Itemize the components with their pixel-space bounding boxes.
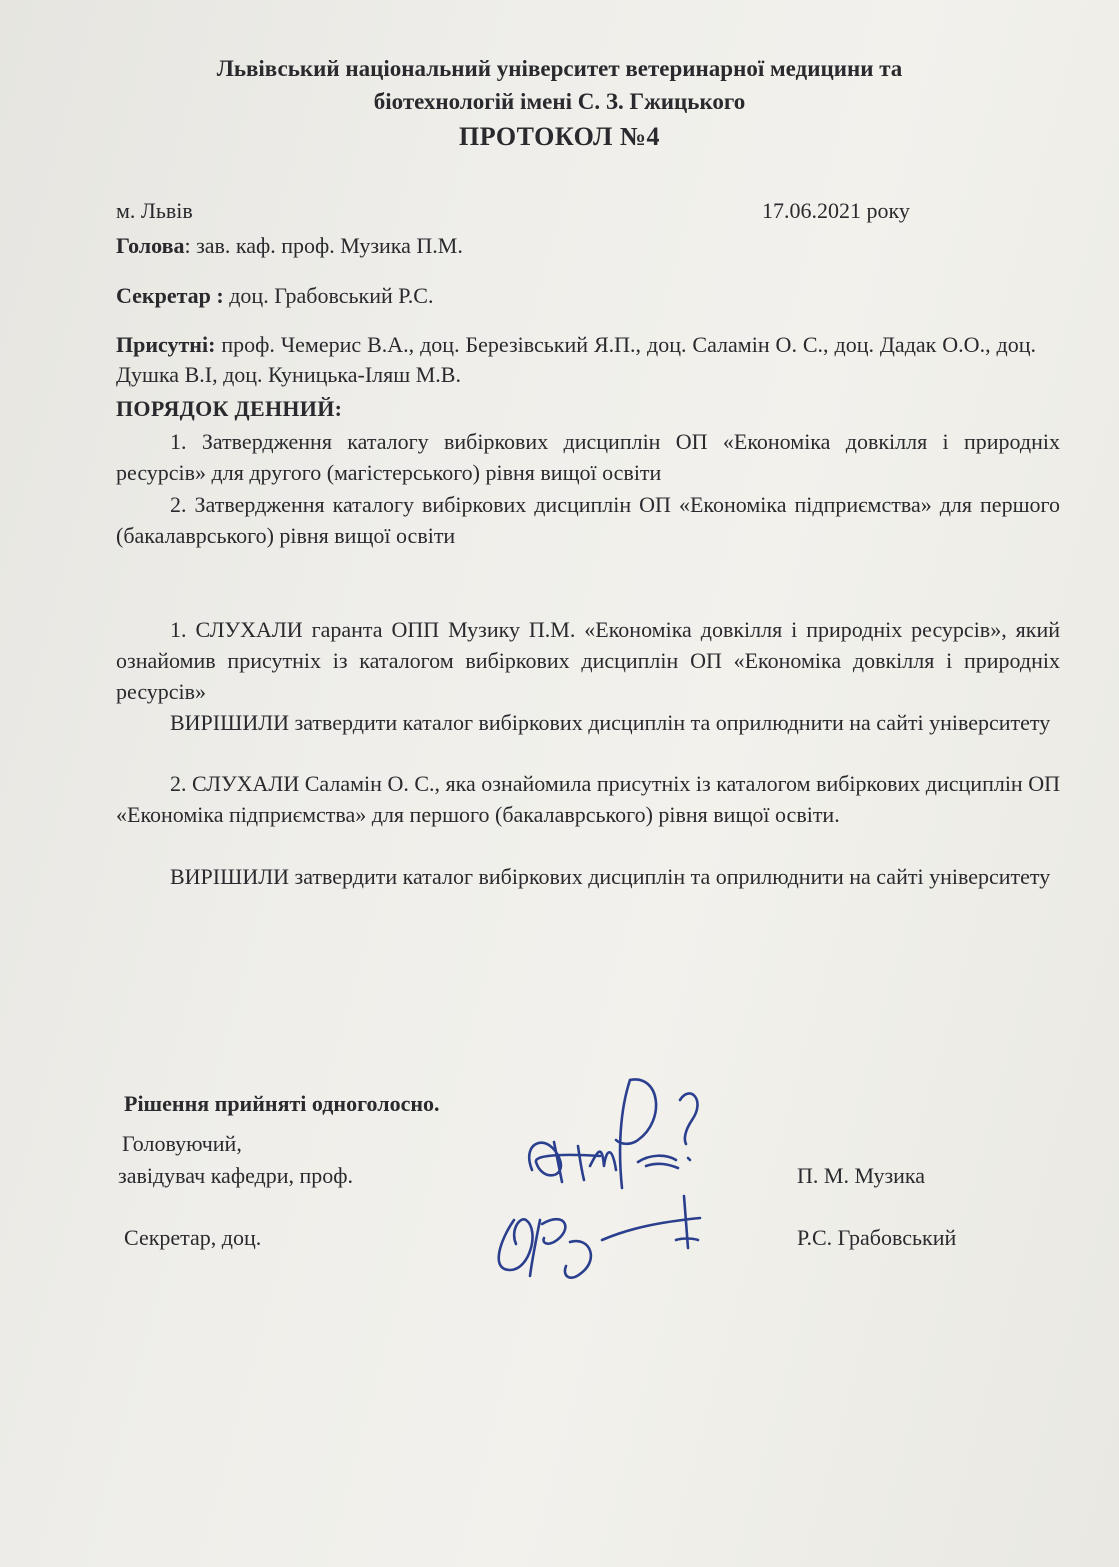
secretary-name: Р.С. Грабовський (797, 1225, 957, 1250)
chair-role-line1: Головуючий, (122, 1131, 242, 1156)
present-value: проф. Чемерис В.А., доц. Березівський Я.П., доц. Саламін О. С., доц. Дадак О.О., доц. Душка В.І, доц. Куницька-Іляш М.В. (116, 332, 1036, 387)
present-label: Присутні: (116, 332, 216, 357)
institution-name-line2: біотехнологій імені С. З. Гжицького (373, 89, 746, 114)
date: 17.06.2021 року (762, 198, 910, 223)
chair-label: Голова (116, 233, 185, 258)
decision-note: Рішення прийняті одноголосно. (124, 1091, 440, 1116)
chair-value: : зав. каф. проф. Музика П.М. (184, 233, 463, 258)
agenda-item: 1. Затвердження каталогу вибіркових дисциплін ОП «Економіка довкілля і природніх ресурсів» для другого (магістерського) рівня вищої освіти (116, 429, 1060, 485)
agenda-heading: ПОРЯДОК ДЕННИЙ: (116, 396, 343, 421)
city: м. Львів (116, 198, 193, 223)
protocol-title: ПРОТОКОЛ №4 (458, 122, 661, 151)
institution-name-line1: Львівський національний університет ветеринарної медицини та (216, 56, 903, 81)
handwritten-signatures (470, 1070, 750, 1300)
agenda-item: 2. Затвердження каталогу вибіркових дисциплін ОП «Економіка підприємства» для першого (бакалаврського) рівня вищої освіти (116, 492, 1060, 548)
present-line (116, 330, 1036, 390)
signature-drawing (470, 1070, 750, 1300)
secretary-label: Секретар : (116, 283, 224, 308)
secretary-value: доц. Грабовський Р.С. (223, 283, 434, 308)
minutes-decided-2: ВИРІШИЛИ затвердити каталог вибіркових дисциплін та оприлюднити на сайті університету (170, 864, 1051, 889)
secretary-role: Секретар, доц. (124, 1225, 262, 1250)
minutes-heard-1: 1. СЛУХАЛИ гаранта ОПП Музику П.М. «Економіка довкілля і природніх ресурсів», який ознайомив присутніх із каталогом вибіркових дисциплін ОП «Економіка довкілля і природніх ресурсів» (116, 617, 1060, 704)
chair-role-line2: завідувач кафедри, проф. (118, 1163, 354, 1188)
minutes-heard-2: 2. СЛУХАЛИ Саламін О. С., яка ознайомила присутніх із каталогом вибіркових дисциплін ОП «Економіка підприємства» для першого (бакалаврського) рівня вищої освіти. (116, 771, 1060, 827)
secretary-line (116, 281, 433, 311)
minutes-decided-1: ВИРІШИЛИ затвердити каталог вибіркових дисциплін та оприлюднити на сайті університету (170, 710, 1051, 735)
chair-name: П. М. Музика (797, 1163, 926, 1188)
document-header (0, 52, 1119, 153)
chair-line (116, 231, 463, 261)
